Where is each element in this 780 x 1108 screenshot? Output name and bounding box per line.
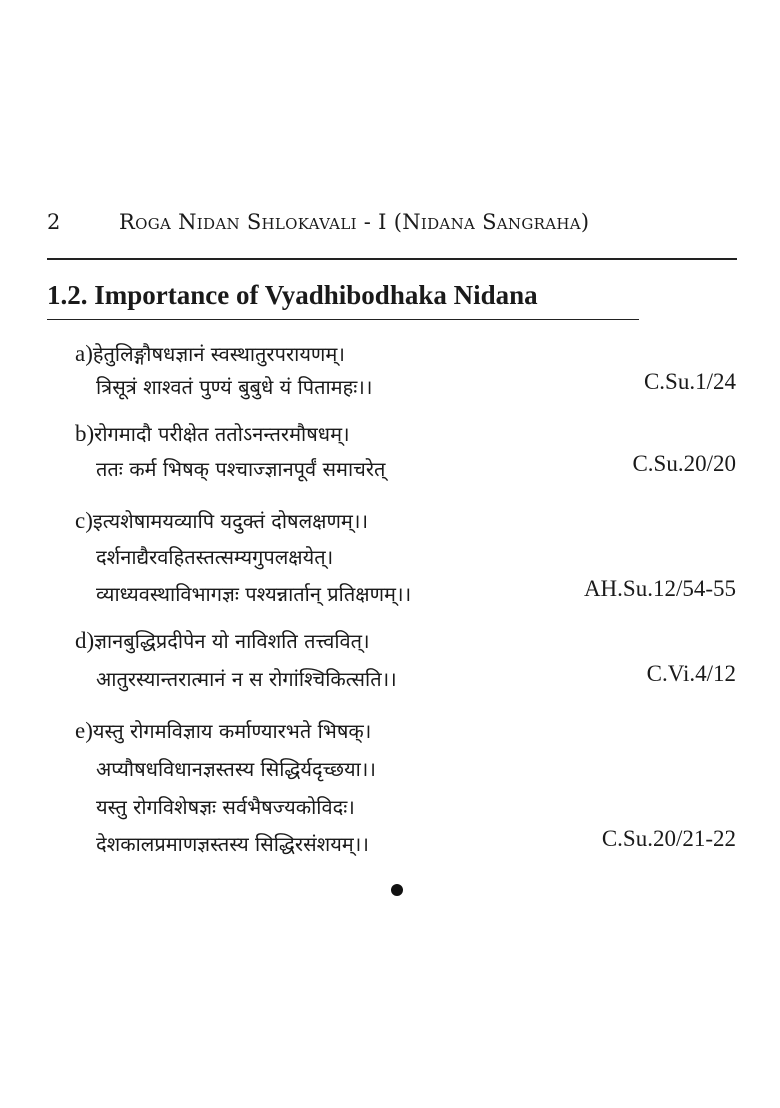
- verse-line: [96, 373, 372, 400]
- verse-text: ततः कर्म भिषक् पश्चाज्ज्ञानपूर्वं समाचरेत्: [96, 457, 386, 481]
- verse-text: अप्यौषधविधानज्ञस्तस्य सिद्धिर्यदृच्छया।।: [96, 757, 376, 781]
- verse-text: हेतुलिङ्गौषधज्ञानं स्वस्थातुरपरायणम्।: [92, 342, 345, 366]
- verse-label: b): [75, 421, 95, 446]
- verse-line: [96, 543, 333, 570]
- section-title: 1.2. Importance of Vyadhibodhaka Nidana: [47, 280, 538, 310]
- verse-text: ज्ञानबुद्धिप्रदीपेन यो नाविशति तत्त्ववित्।: [94, 629, 370, 653]
- verse-reference: C.Su.20/21-22: [601, 826, 736, 851]
- page-number: 2: [47, 210, 61, 234]
- verse-line: [96, 793, 355, 820]
- verse-text: यस्तु रोगमविज्ञाय कर्माण्यारभते भिषक्।: [92, 719, 372, 743]
- verse-text: रोगमादौ परीक्षेत ततोऽनन्तरमौषधम्।: [94, 422, 350, 446]
- verse-text: व्याध्यवस्थाविभागज्ञः पश्यन्नार्तान् प्रतिक्षणम्।।: [96, 582, 412, 606]
- verse-line: [75, 507, 368, 534]
- verse-line: [75, 717, 371, 744]
- verse-line: [75, 627, 370, 654]
- verse-text: त्रिसूत्रं शाश्वतं पुण्यं बुबुधे यं पितामहः।।: [96, 375, 373, 399]
- verse-line: [75, 340, 345, 367]
- verse-reference: C.Su.1/24: [643, 369, 736, 394]
- header-rule: [47, 258, 737, 260]
- verse-text: आतुरस्यान्तरात्मानं न स रोगांश्चिकित्सति।।: [96, 667, 397, 691]
- verse-reference: C.Vi.4/12: [646, 661, 736, 686]
- verse-reference: C.Su.20/20: [632, 451, 736, 476]
- verse-text: देशकालप्रमाणज्ञस्तस्य सिद्धिरसंशयम्।।: [96, 832, 369, 856]
- verse-text: इत्यशेषामयव्यापि यदुक्तं दोषलक्षणम्।।: [92, 509, 369, 533]
- verse-label: c): [75, 508, 93, 533]
- running-title: Roga Nidan Shlokavali - I (Nidana Sangraha): [119, 210, 590, 234]
- verse-text: दर्शनाद्यैरवहितस्तत्सम्यगुपलक्षयेत्।: [96, 545, 334, 569]
- verse-line: [96, 755, 376, 782]
- verse-line: [96, 580, 411, 607]
- verse-reference: AH.Su.12/54-55: [583, 576, 736, 601]
- verse-line: [96, 830, 369, 857]
- end-bullet: [391, 884, 403, 896]
- verse-label: e): [75, 718, 93, 743]
- verse-line: [75, 420, 350, 447]
- section-title-underline: [47, 319, 639, 320]
- verse-label: a): [75, 341, 93, 366]
- verse-label: d): [75, 628, 95, 653]
- verse-line: [96, 665, 397, 692]
- verse-line: [96, 455, 385, 482]
- verse-text: यस्तु रोगविशेषज्ञः सर्वभैषज्यकोविदः।: [96, 795, 355, 819]
